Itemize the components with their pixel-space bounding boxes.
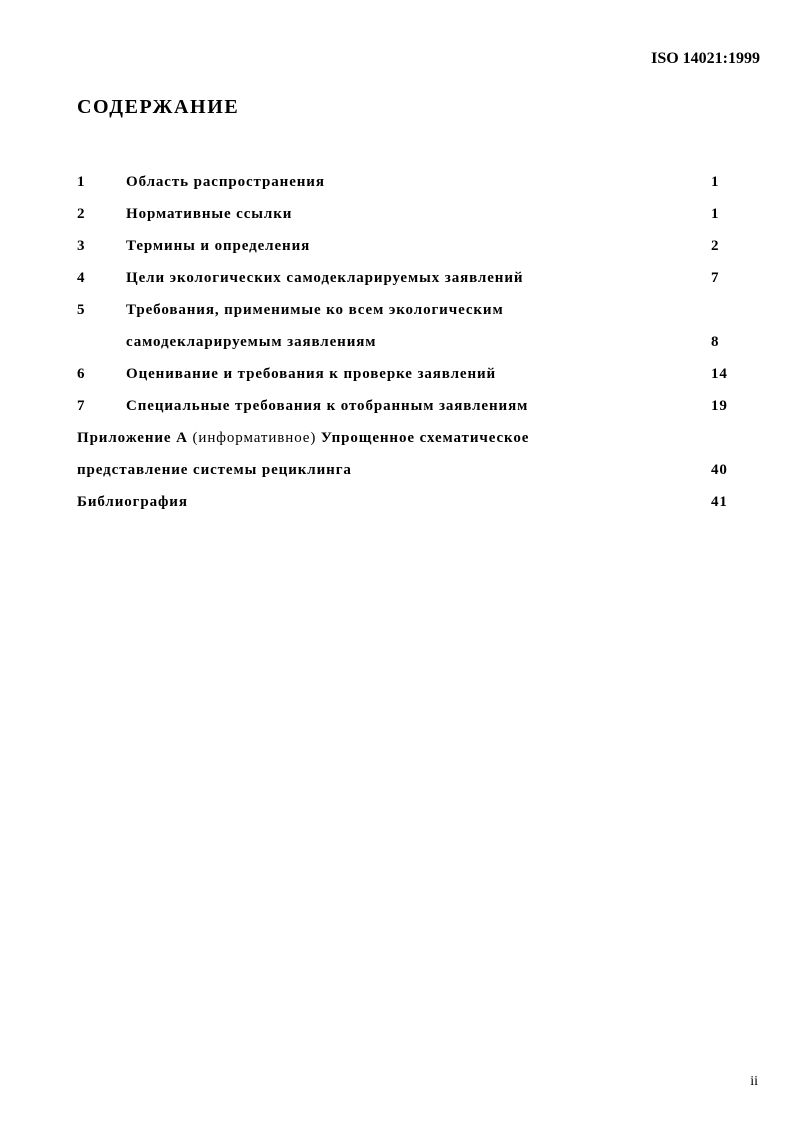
- toc-bibliography: [77, 486, 733, 518]
- toc-entry-page: 1: [711, 174, 720, 190]
- toc-entry-title: Область распространения: [126, 174, 325, 190]
- toc-title: СОДЕРЖАНИЕ: [77, 96, 240, 118]
- annex-title-line2: представление системы рециклинга: [77, 462, 352, 478]
- toc-entry: [77, 198, 733, 230]
- page-number: ii: [750, 1074, 758, 1089]
- toc-entry-page: 19: [711, 398, 728, 414]
- annex-kind: (информативное): [192, 430, 317, 446]
- toc-entry-page: 41: [711, 494, 728, 510]
- toc-entry-number: 4: [77, 270, 86, 286]
- toc-entry: [77, 230, 733, 262]
- toc-annex: [77, 422, 733, 454]
- toc-entry-number: 5: [77, 302, 86, 318]
- document-id: ISO 14021:1999: [651, 50, 760, 67]
- toc-entry-page: 2: [711, 238, 720, 254]
- toc-entry-number: 6: [77, 366, 86, 382]
- toc-entry-title: Специальные требования к отобранным заявлениям: [126, 398, 529, 414]
- toc-entry-page: 7: [711, 270, 720, 286]
- toc-annex-title: [77, 422, 529, 454]
- table-of-contents: [77, 166, 733, 518]
- toc-entry: [77, 166, 733, 198]
- toc-entry-page: 8: [711, 334, 720, 350]
- toc-entry-page: 14: [711, 366, 728, 382]
- toc-entry-page: 1: [711, 206, 720, 222]
- toc-entry-number: 7: [77, 398, 86, 414]
- annex-title-line1: Упрощенное схематическое: [320, 430, 530, 446]
- annex-label: Приложение А: [77, 430, 188, 446]
- toc-entry-title: Оценивание и требования к проверке заявлений: [126, 366, 497, 382]
- toc-entry-title: самодекларируемым заявлениям: [126, 334, 377, 350]
- toc-entry-number: 3: [77, 238, 86, 254]
- toc-entry-title: Термины и определения: [126, 238, 311, 254]
- toc-entry-number: 1: [77, 174, 86, 190]
- toc-annex-continuation: [77, 454, 733, 486]
- toc-entry-continuation: [77, 326, 733, 358]
- toc-entry: [77, 390, 733, 422]
- toc-entry: [77, 358, 733, 390]
- toc-entry-page: 40: [711, 462, 728, 478]
- toc-entry-number: 2: [77, 206, 86, 222]
- toc-entry-title: Цели экологических самодекларируемых заявлений: [126, 270, 524, 286]
- toc-entry-title: Требования, применимые ко всем экологическим: [126, 302, 504, 318]
- bibliography-title: Библиография: [77, 494, 188, 510]
- toc-entry: [77, 294, 733, 326]
- toc-entry-title: Нормативные ссылки: [126, 206, 293, 222]
- toc-entry: [77, 262, 733, 294]
